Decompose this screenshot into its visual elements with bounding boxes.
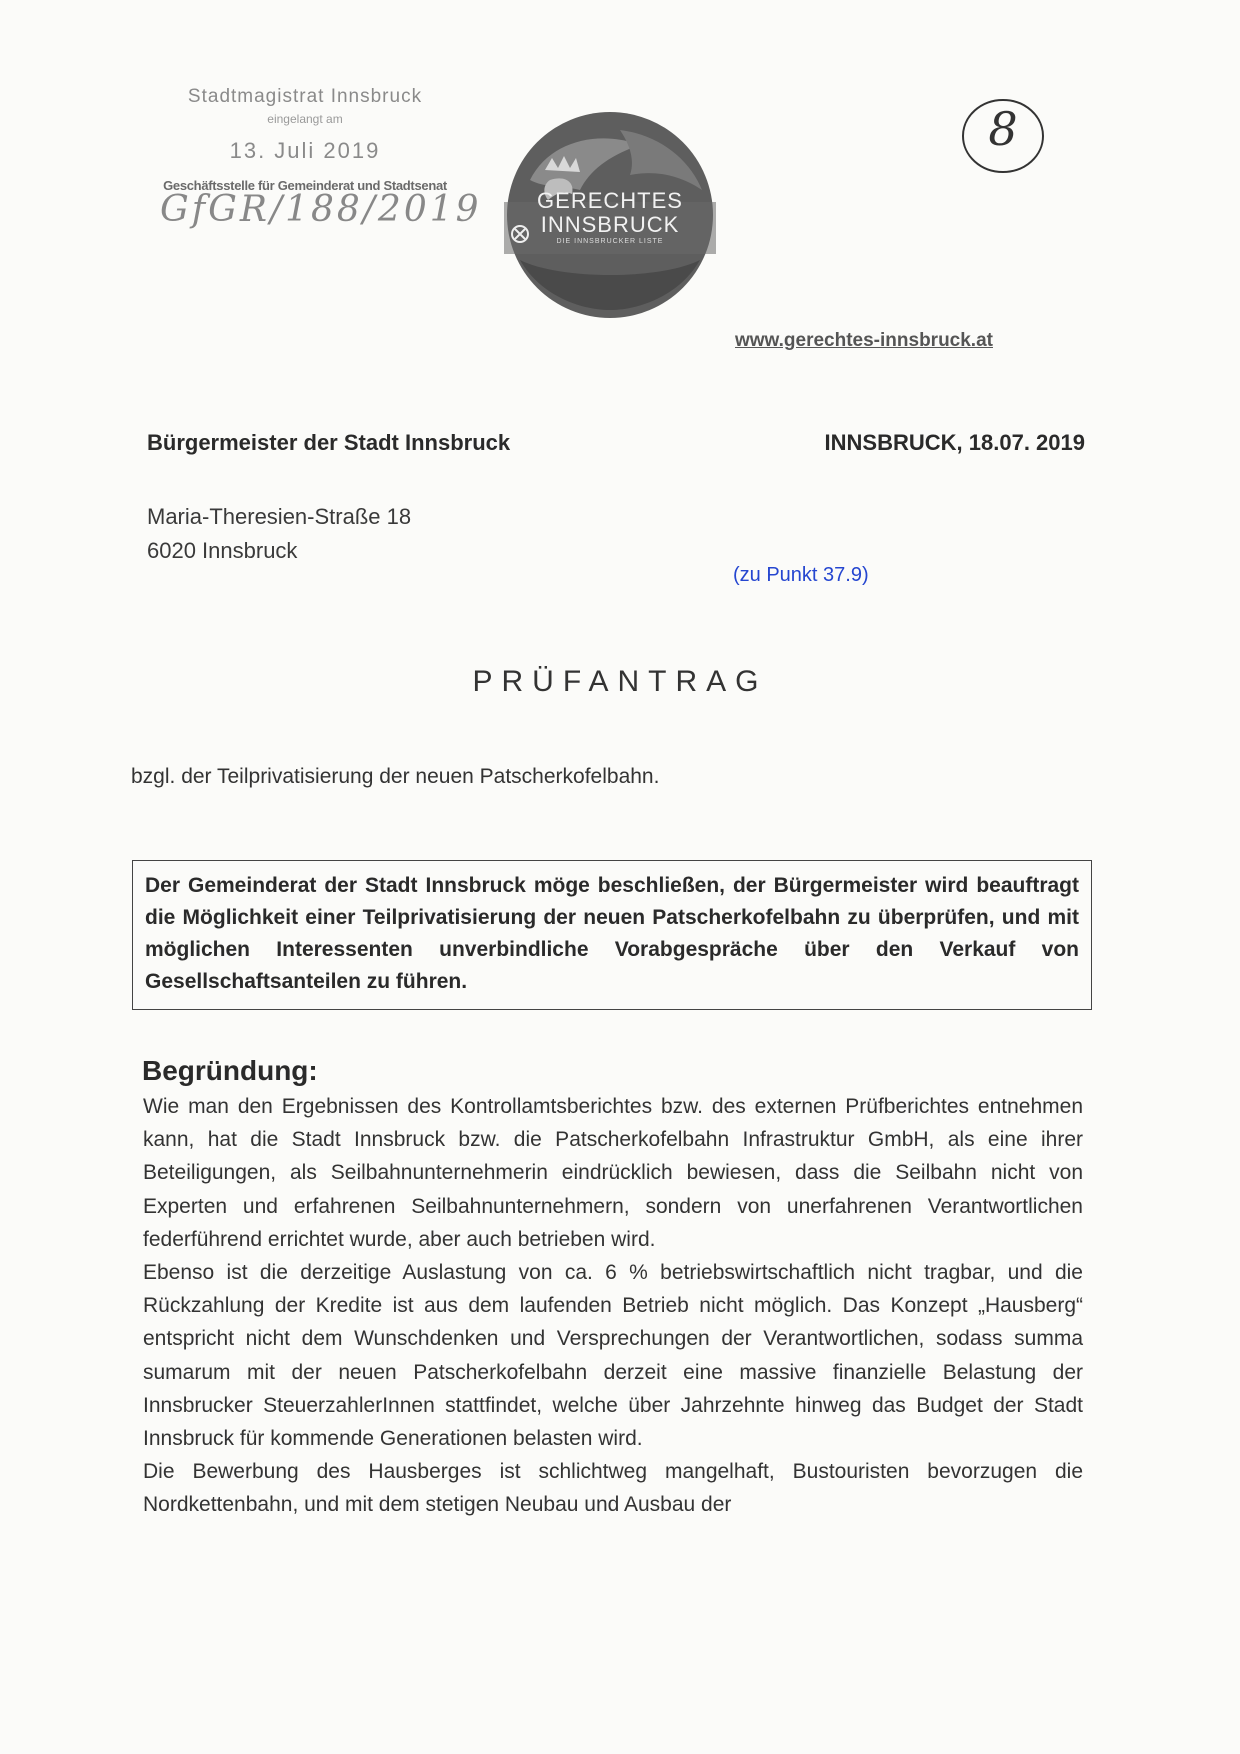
reason-body [143,1090,1083,1522]
motion-box [132,860,1092,1010]
document-subject: bzgl. der Teilprivatisierung der neuen Patscherkofelbahn. [131,765,660,788]
address-street: Maria-Theresien-Straße 18 [147,504,412,529]
website-link[interactable]: www.gerechtes-innsbruck.at [735,330,993,351]
reason-paragraph: Wie man den Ergebnissen des Kontrollamtsberichtes bzw. des externen Prüfberichtes entnehmen kann, hat die Stadt Innsbruck bzw. die Patscherkofelbahn Infrastruktur GmbH, als eine ihrer Beteiligungen, als Seilbahnunternehmerin eindrücklich bewiesen, dass die Seilbahn nicht von Experten und erfahrenen Seilbahnunternehmern, sondern von unerfahrenen Verantwortlichen federführend errichtet wurde, aber auch betrieben wird. [143,1095,1083,1251]
reason-paragraph: Ebenso ist die derzeitige Auslastung von ca. 6 % betriebswirtschaftlich nicht tragbar, und die Rückzahlung der Kredite ist aus dem laufenden Betrieb nicht möglich. Das Konzept „Hausberg“ entspricht nicht dem Wunschdenken und Versprechungen der Verantwortlichen, sodass summa sumarum mit der neuen Patscherkofelbahn derzeit eine massive finanzielle Belastung der Innsbrucker SteuerzahlerInnen stattfindet, welche über Jahrzehnte hinweg das Budget der Stadt Innsbruck für kommende Generationen belasten wird. [143,1261,1083,1451]
stamp-handwritten-reference: GfGR/188/2019 [160,189,482,230]
logo-text-gerechtes: GERECHTES [537,188,683,213]
agenda-note: (zu Punkt 37.9) [733,564,869,586]
page-number-circle [960,96,1046,176]
logo-text-innsbruck: INNSBRUCK [540,212,680,237]
recipient-address [147,500,411,568]
address-city: 6020 Innsbruck [147,538,298,563]
stamp-received-label: eingelangt am [267,112,343,126]
page-number: 8 [988,102,1018,156]
stamp-office: Geschäftsstelle für Gemeinderat und Stadtsenat [163,178,447,193]
document-title: PRÜFANTRAG [472,665,768,698]
stamp-authority: Stadtmagistrat Innsbruck [187,86,423,107]
document-date: INNSBRUCK, 18.07. 2019 [824,430,1085,455]
stamp-date: 13. Juli 2019 [229,138,381,163]
received-stamp [150,86,482,230]
reason-paragraph: Die Bewerbung des Hausberges ist schlichtweg mangelhaft, Bustouristen bevorzugen die Nordkettenbahn, und mit dem stetigen Neubau und Ausbau der [143,1460,1083,1517]
recipient-name: Bürgermeister der Stadt Innsbruck [147,430,511,455]
motion-text: Der Gemeinderat der Stadt Innsbruck möge beschließen, der Bürgermeister wird beauftragt die Möglichkeit einer Teilprivatisierung der neuen Patscherkofelbahn zu überprüfen, und mit möglichen Interessenten unverbindliche Vorabgespräche über den Verkauf von Gesellschaftsanteilen zu führen. [145,874,1079,993]
party-logo [490,110,730,320]
reason-heading: Begründung: [142,1055,318,1086]
logo-tagline: DIE INNSBRUCKER LISTE [556,238,664,245]
